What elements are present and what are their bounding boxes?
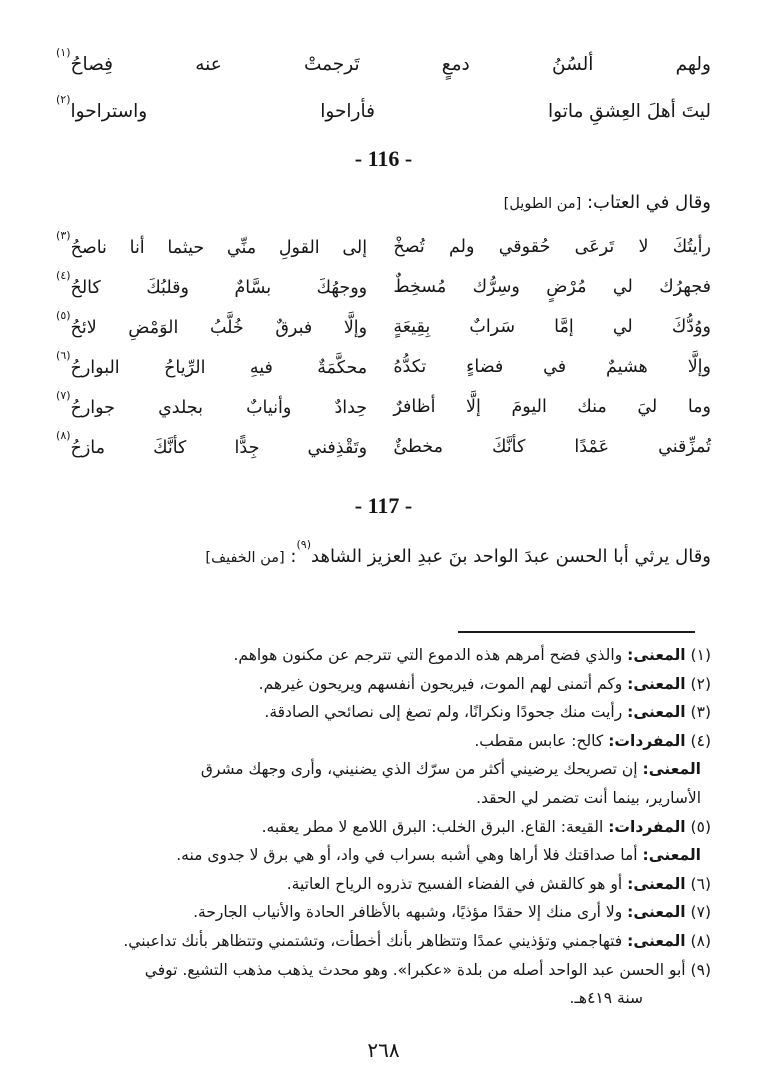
verse-word: منك xyxy=(577,397,607,417)
verse-word: وإلَّا xyxy=(687,357,711,377)
verse-word: عنه xyxy=(195,54,222,76)
opening-verse-line xyxy=(56,36,711,83)
footnote-line xyxy=(56,841,711,870)
hemistich-right xyxy=(393,317,711,337)
verse-word: تُصخْ xyxy=(393,237,425,257)
verse-word: بِقِيعَةٍ xyxy=(393,317,431,337)
footnote-marker: (١) xyxy=(56,46,71,59)
footnote-line xyxy=(56,870,711,899)
verse-word: كأنَّكَ xyxy=(153,437,187,458)
verse-word: وسِرُّك xyxy=(472,277,520,297)
poem-intro-text: وقال يرثي أبا الحسن عبدَ الواحد بنَ عبدِ العزيز الشاهد xyxy=(311,546,711,567)
footnote-text: الأسارير، بينما أنت تضمر لي الحقد. xyxy=(476,788,701,807)
verse-word: ناصحُ$^{(٣)}$ xyxy=(56,229,107,258)
footnote-text: فتهاجمني وتؤذيني عمدًا وتتظاهر بأنك أخطأت، وتشتمني وتتظاهر بأنك تداعبني. xyxy=(123,931,623,950)
footnote-marker: (٩) xyxy=(296,538,311,551)
verse-word: ألسُنُ xyxy=(552,54,594,76)
footnote-marker: (٨) xyxy=(56,429,71,443)
verse-word: القولِ xyxy=(278,237,320,258)
footnote-number: (٩) xyxy=(690,960,711,979)
verse-word: وأنيابٌ xyxy=(246,397,292,418)
verse-word: تُمزِّقني xyxy=(658,437,711,457)
footnote-number: (٦) xyxy=(690,874,711,893)
opening-verses xyxy=(56,36,711,130)
footnote-text: أما صداقتك فلا أراها وهي أشبه بسراب في واد، أو هي برق لا جدوى منه. xyxy=(176,846,638,865)
verse-word: بسَّامٌ xyxy=(234,277,272,298)
footnote-text: أبو الحسن عبد الواحد أصله من بلدة «عكبرا». وهو محدث يذهب مذهب التشيع. توفي xyxy=(144,960,686,979)
verse-word: وما xyxy=(687,397,711,417)
footnote-line xyxy=(56,898,711,927)
verse-word: جِدًّا xyxy=(234,437,260,458)
verse-word: مُرْضٍ xyxy=(546,277,587,297)
verse-word: ليَ xyxy=(637,397,658,417)
verse-word: فبرقٌ xyxy=(275,317,313,338)
meter-label: [من الخفيف] xyxy=(205,550,285,566)
hemistich-left xyxy=(56,269,368,298)
verse-word: هشيمٌ xyxy=(606,357,648,377)
verse-row xyxy=(56,347,711,387)
verse-word: لائحُ$^{(٥)}$ xyxy=(56,309,97,338)
footnote-label: المفردات: xyxy=(608,731,686,750)
footnote-line xyxy=(56,927,711,956)
verse-word: مازحُ$^{(٨)}$ xyxy=(56,429,105,458)
footnote-line xyxy=(56,956,711,985)
verse-word: دمعٍ xyxy=(441,54,470,76)
verse-word: إلى xyxy=(342,237,368,258)
verse-word: إلَّا xyxy=(466,397,481,417)
verse-word: جوارحُ$^{(٧)}$ xyxy=(56,389,115,418)
verse-word: ولهم xyxy=(675,54,711,76)
footnote-label: المعنى: xyxy=(627,874,686,893)
verse-word: سَرابٌ xyxy=(469,317,515,337)
verse-word: فِصاحُ$^{(١)}$ xyxy=(56,46,113,76)
footnote-text: وكم أتمنى لهم الموت، فيريحون أنفسهم ويريحون غيرهم. xyxy=(258,674,623,693)
footnotes-section xyxy=(56,631,711,1013)
footnote-line xyxy=(56,984,711,1013)
footnote-marker: (٣) xyxy=(56,229,71,243)
footnotes-list xyxy=(56,641,711,1013)
footnote-marker: (٤) xyxy=(56,269,71,283)
footnote-separator xyxy=(458,631,695,633)
footnote-text: سنة ٤١٩هـ. xyxy=(569,989,643,1008)
verse-word: عَمْدًا xyxy=(574,437,610,457)
verse-word: لي xyxy=(612,317,633,337)
footnote-number: (٢) xyxy=(690,674,711,693)
footnote-text: أو هو كالقش في الفضاء الفسيح تذروه الرياح العاتية. xyxy=(286,874,623,893)
verse-word: الرِّياحُ xyxy=(164,357,206,378)
poem-intro-text: وقال في العتاب: xyxy=(586,192,711,213)
verse-word: فأراحوا xyxy=(320,101,375,123)
hemistich-left xyxy=(56,389,368,418)
section-heading-116: - 116 - xyxy=(354,146,413,171)
footnote-text: رأيت منك جحودًا ونكرانًا، ولم تصغ إلى نصائحي الصادقة. xyxy=(264,703,623,722)
verse-word: البوارحُ$^{(٦)}$ xyxy=(56,349,120,378)
verse-word: فجهرُك xyxy=(659,277,711,297)
verse-word: فضاءٍ xyxy=(466,357,504,377)
verse-word: الوَمْضِ xyxy=(128,317,179,338)
verse-word: خُلَّبُ xyxy=(209,317,244,338)
hemistich-left xyxy=(56,229,368,258)
verse-word: تَرجمتْ xyxy=(303,54,360,76)
footnote-line xyxy=(56,698,711,727)
hemistich-left xyxy=(56,349,368,378)
verse-word: ووُدُّكَ xyxy=(671,317,711,337)
hemistich-right xyxy=(393,237,711,257)
verse-word: كأنَّكَ xyxy=(492,437,526,457)
hemistich-right xyxy=(393,277,711,297)
footnote-label: المعنى: xyxy=(642,760,701,779)
verse-word: لا xyxy=(638,237,649,257)
footnote-line xyxy=(56,641,711,670)
footnote-number: (٧) xyxy=(690,903,711,922)
verse-word: مخطئٌ xyxy=(393,437,443,457)
verse-word: مُسخِطٌ xyxy=(393,277,447,297)
verses-116 xyxy=(56,227,711,467)
footnote-text: والذي فضح أمرهم هذه الدموع التي تترجم عن مكنون هواهم. xyxy=(233,646,623,664)
footnote-text: إن تصريحك يرضيني أكثر من سرّك الذي يضنيني، وأرى وجهك مشرق xyxy=(200,760,638,779)
footnote-label: المعنى: xyxy=(627,646,686,664)
opening-verse-line xyxy=(56,83,711,130)
footnote-label: المعنى: xyxy=(627,903,686,922)
footnote-number: (٣) xyxy=(690,703,711,722)
verse-word: حيثما xyxy=(167,237,205,258)
verse-row xyxy=(56,227,711,267)
hemistich-left xyxy=(56,429,368,458)
verse-word: وإلَّا xyxy=(343,317,368,338)
verse-word: حُقوقي xyxy=(498,237,551,257)
footnote-line xyxy=(56,727,711,756)
verse-row xyxy=(56,427,711,467)
section-heading-117: - 117 - xyxy=(354,493,413,518)
footnote-number: (٤) xyxy=(690,731,711,750)
verse-word: وتَقْذِفني xyxy=(307,437,368,458)
poem-intro-116 xyxy=(56,188,711,219)
footnote-marker: (٥) xyxy=(56,309,71,323)
footnote-line xyxy=(56,813,711,842)
page-number: ٢٦٨ xyxy=(367,1038,400,1062)
verse-word: محكَّمَةٌ xyxy=(317,357,368,378)
footnote-label: المعنى: xyxy=(627,931,686,950)
verse-word: اليومَ xyxy=(511,397,547,417)
hemistich-right xyxy=(393,437,711,457)
footnote-number: (١) xyxy=(690,646,711,664)
footnote-label: المعنى: xyxy=(642,846,701,865)
verse-word: إمَّا xyxy=(554,317,574,337)
footnote-label: المعنى: xyxy=(627,703,686,722)
verse-word: رأيتُكَ xyxy=(672,237,711,257)
verse-row xyxy=(56,387,711,427)
footnote-number: (٥) xyxy=(690,817,711,836)
verse-word: تَرعَى xyxy=(574,237,615,257)
footnote-line xyxy=(56,755,711,784)
poem-intro-117 xyxy=(56,535,711,575)
hemistich-right xyxy=(393,357,711,377)
footnote-marker: (٦) xyxy=(56,349,71,363)
footnote-text: القيعة: القاع. البرق الخلب: البرق اللامع لا مطر يعقبه. xyxy=(261,817,604,836)
hemistich-left xyxy=(56,309,368,338)
verse-word: واستراحوا$^{(٢)}$ xyxy=(56,93,148,123)
verse-word: كالحُ$^{(٤)}$ xyxy=(56,269,101,298)
verse-word: بجلدي xyxy=(158,397,203,418)
hemistich-right xyxy=(393,397,711,417)
verse-word: فيهِ xyxy=(249,357,273,378)
footnote-marker: (٢) xyxy=(56,93,71,106)
verse-word: أظافرٌ xyxy=(393,397,436,417)
verse-word: لي xyxy=(612,277,633,297)
verse-row xyxy=(56,307,711,347)
footnote-line xyxy=(56,670,711,699)
verse-word: وقلبُكَ xyxy=(146,277,189,298)
verse-word: ووجهُكَ xyxy=(316,277,368,298)
footnote-label: المعنى: xyxy=(627,674,686,693)
verse-word: ولم xyxy=(449,237,475,257)
verse-word: تكدُّهُ xyxy=(393,357,427,377)
verse-word: ليتَ أهلَ العِشقِ ماتوا xyxy=(548,101,711,123)
footnote-marker: (٧) xyxy=(56,389,71,403)
footnote-number: (٨) xyxy=(690,931,711,950)
verse-word: حِدادٌ xyxy=(334,397,368,418)
footnote-text: ولا أرى منك إلا حقدًا مؤذيًا، وشبهه بالأظافر الحادة والأنياب الجارحة. xyxy=(193,903,623,922)
footnote-label: المفردات: xyxy=(608,817,686,836)
verse-word: في xyxy=(543,357,567,377)
meter-label: [من الطويل] xyxy=(503,196,582,212)
footnote-text: كالح: عابس مقطب. xyxy=(474,731,604,750)
intro-colon: : xyxy=(290,546,297,567)
verse-word: أنا xyxy=(129,237,145,258)
verse-row xyxy=(56,267,711,307)
verse-word: منِّي xyxy=(226,237,257,258)
footnote-line xyxy=(56,784,711,813)
